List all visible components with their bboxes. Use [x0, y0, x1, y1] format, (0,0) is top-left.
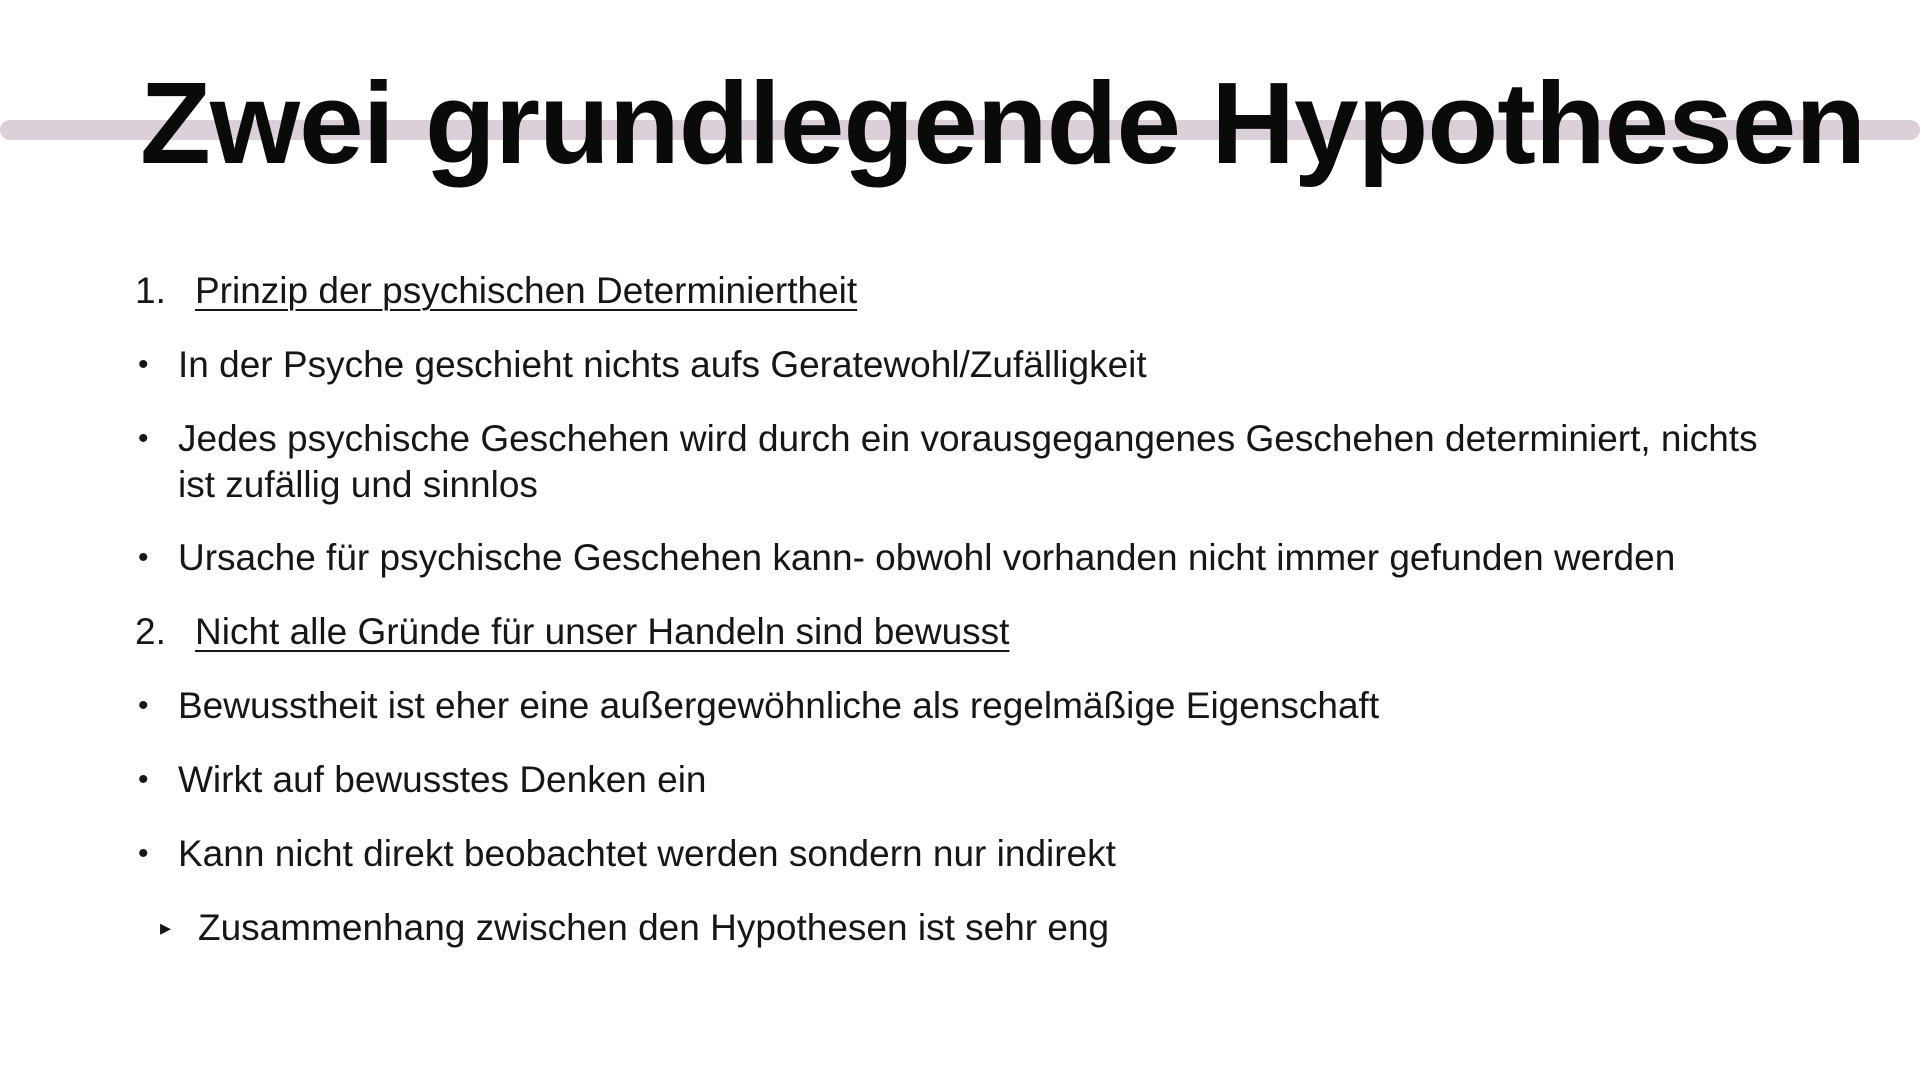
- slide-content: [135, 268, 1795, 979]
- section-heading: Prinzip der psychischen Determiniertheit: [195, 270, 858, 311]
- bullet-item: [135, 683, 1795, 729]
- arrow-text: Zusammenhang zwischen den Hypothesen ist sehr eng: [198, 907, 1110, 948]
- numbered-item: [135, 268, 1795, 314]
- bullet-icon: •: [138, 689, 149, 722]
- bullet-text: Kann nicht direkt beobachtet werden sondern nur indirekt: [178, 833, 1116, 874]
- list-number: 2.: [135, 611, 166, 652]
- bullet-text: Bewusstheit ist eher eine außergewöhnliche als regelmäßige Eigenschaft: [178, 685, 1380, 726]
- slide-title: Zwei grundlegende Hypothesen: [140, 58, 1866, 188]
- arrow-item: [135, 905, 1795, 951]
- bullet-text: Ursache für psychische Geschehen kann- obwohl vorhanden nicht immer gefunden werden: [178, 537, 1676, 578]
- bullet-text: Jedes psychische Geschehen wird durch ein vorausgegangenes Geschehen determiniert, nichts ist zufällig und sinnlos: [178, 418, 1758, 505]
- arrow-bullet-icon: ▸: [160, 915, 172, 940]
- bullet-text: In der Psyche geschieht nichts aufs Geratewohl/Zufälligkeit: [178, 344, 1147, 385]
- numbered-item: [135, 609, 1795, 655]
- bullet-text: Wirkt auf bewusstes Denken ein: [178, 759, 707, 800]
- bullet-icon: •: [138, 348, 149, 381]
- list-number: 1.: [135, 270, 166, 311]
- bullet-item: [135, 342, 1795, 388]
- bullet-item: [135, 757, 1795, 803]
- bullet-item: [135, 416, 1795, 508]
- bullet-item: [135, 535, 1795, 581]
- bullet-icon: •: [138, 837, 149, 870]
- section-heading: Nicht alle Gründe für unser Handeln sind bewusst: [195, 611, 1010, 652]
- bullet-icon: •: [138, 541, 149, 574]
- bullet-icon: •: [138, 422, 149, 455]
- bullet-item: [135, 831, 1795, 877]
- bullet-icon: •: [138, 763, 149, 796]
